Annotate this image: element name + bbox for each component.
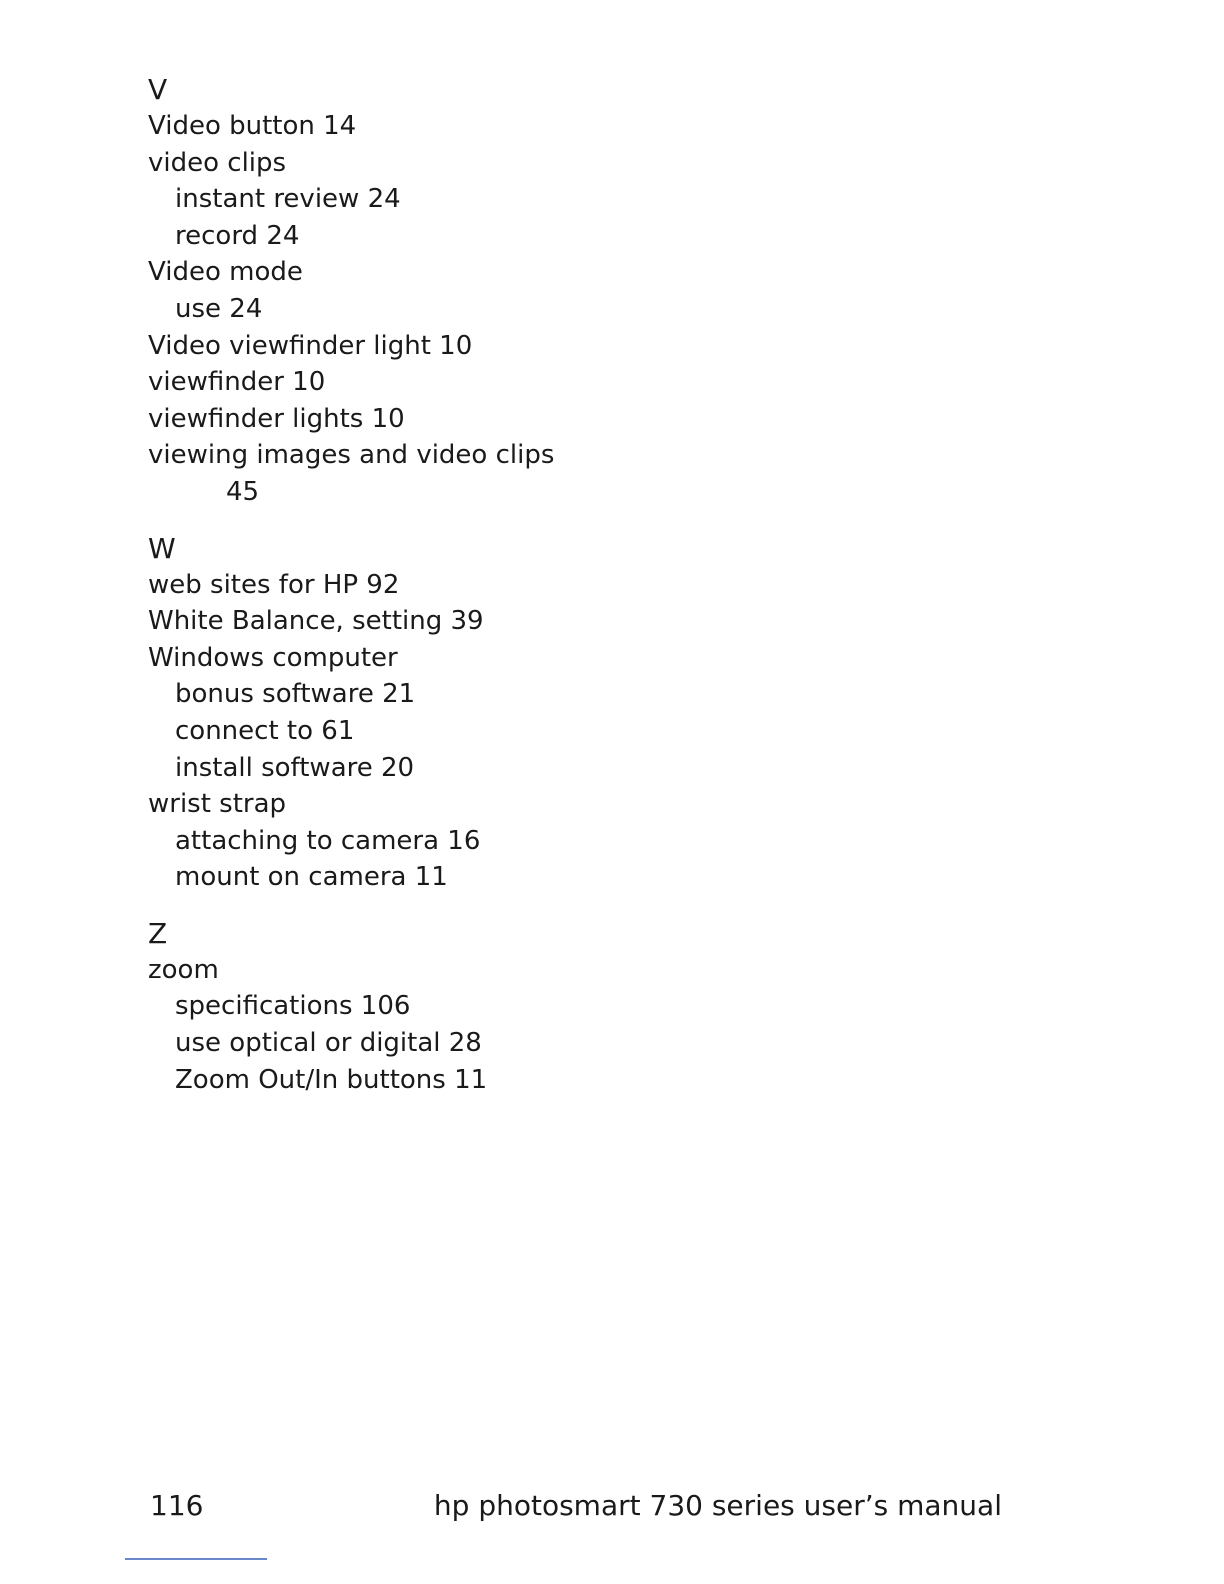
- bottom-rule: [125, 1558, 267, 1560]
- index-subentry: Zoom Out/In buttons 11: [175, 1064, 488, 1095]
- index-subentry: record 24: [175, 220, 300, 251]
- index-column: [148, 72, 668, 1098]
- index-section-v: [148, 72, 668, 511]
- index-entry: wrist strap: [148, 789, 287, 820]
- index-entry: Windows computer: [148, 642, 398, 673]
- index-section-z: [148, 916, 668, 1098]
- index-entry: Video button 14: [148, 111, 357, 141]
- index-entry: viewfinder lights 10: [148, 403, 405, 434]
- index-subentry: specifications 106: [175, 991, 411, 1022]
- index-subentry: attaching to camera 16: [175, 825, 481, 856]
- section-letter: Z: [148, 916, 168, 950]
- page-number: 116: [150, 1489, 204, 1522]
- index-entry: zoom: [148, 954, 219, 985]
- index-entry: Video viewfinder light 10: [148, 330, 473, 361]
- running-footer-title: hp photosmart 730 series user’s manual: [433, 1489, 1002, 1522]
- section-letter: V: [148, 73, 168, 106]
- index-entry: White Balance, setting 39: [148, 606, 484, 637]
- index-subentry: use 24: [175, 293, 263, 324]
- index-entry: Video mode: [148, 257, 303, 288]
- index-subentry: use optical or digital 28: [175, 1028, 482, 1059]
- index-entry: viewfinder 10: [148, 367, 326, 398]
- index-subentry: bonus software 21: [175, 679, 416, 710]
- section-letter: W: [148, 531, 176, 565]
- index-entry: web sites for HP 92: [148, 569, 400, 600]
- index-subentry: connect to 61: [175, 715, 355, 746]
- index-entry-wrapped: [148, 437, 668, 510]
- index-subentry: install software 20: [175, 752, 415, 783]
- index-section-w: [148, 531, 668, 896]
- index-subentry: mount on camera 11: [175, 862, 448, 893]
- index-entry-page-continuation: 45: [226, 476, 260, 507]
- index-entry-text: viewing images and video clips: [148, 440, 555, 471]
- index-entry: video clips: [148, 147, 287, 178]
- index-subentry: instant review 24: [175, 184, 401, 215]
